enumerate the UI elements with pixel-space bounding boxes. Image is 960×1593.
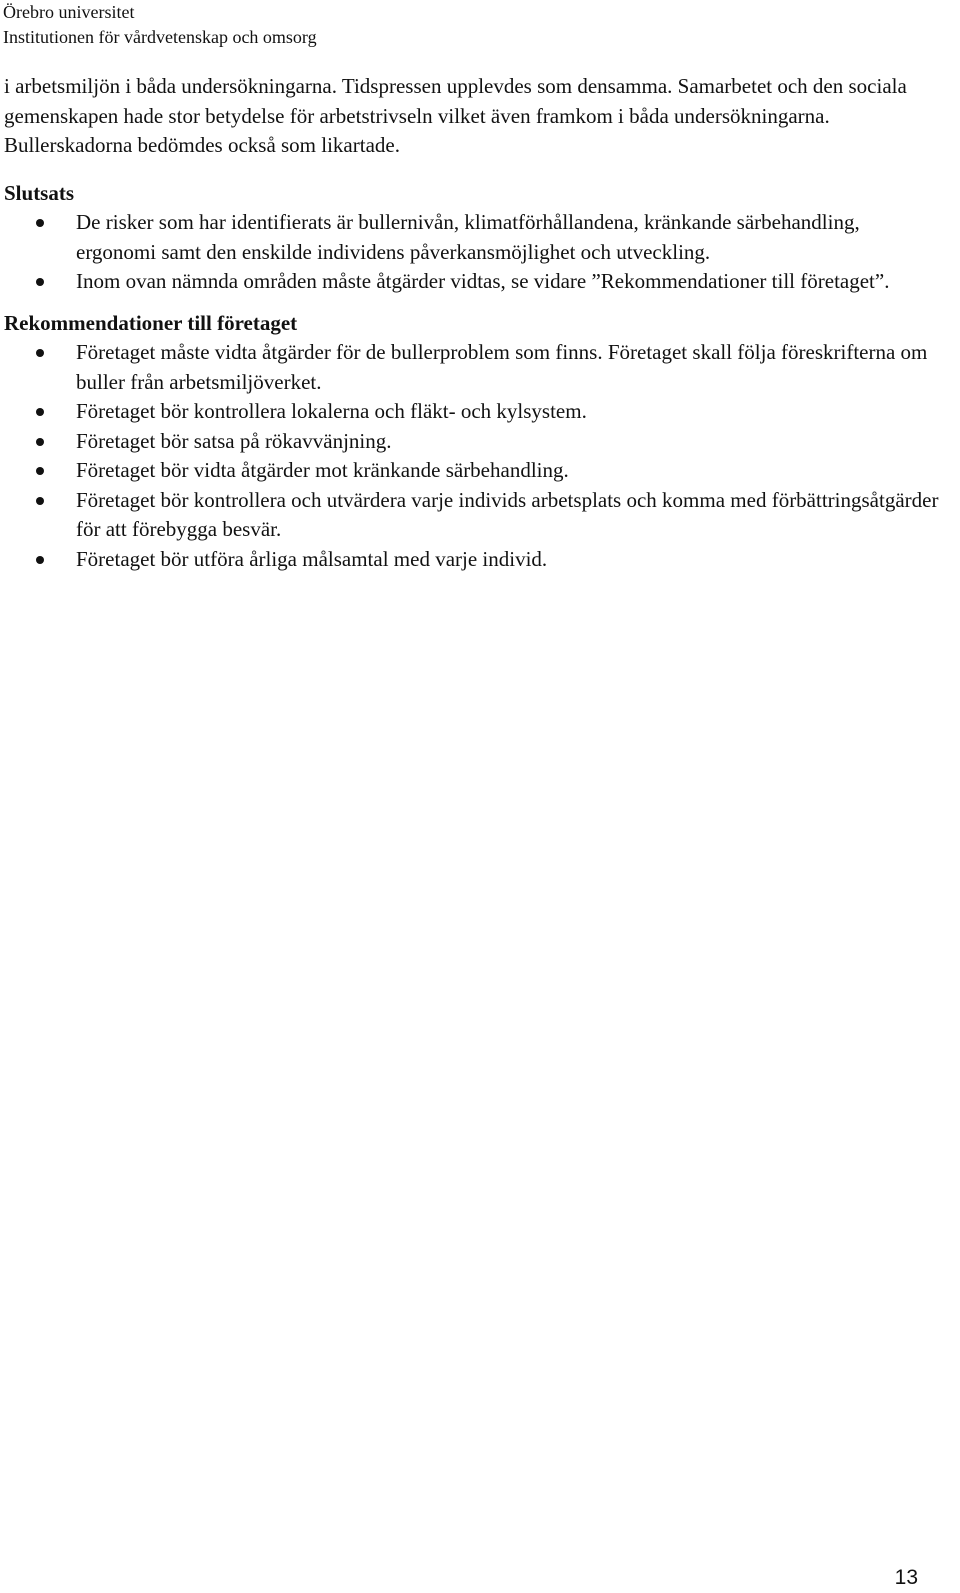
page-header xyxy=(3,0,317,50)
document-body xyxy=(4,72,944,574)
bullet-icon xyxy=(36,278,44,286)
bullet-icon xyxy=(36,349,44,357)
list-item-text: Inom ovan nämnda områden måste åtgärder vidtas, se vidare ”Rekommendationer till företaget”. xyxy=(76,269,890,293)
list-item-text: Företaget bör utföra årliga målsamtal med varje individ. xyxy=(76,546,548,571)
bullet-icon xyxy=(36,438,44,446)
list-item xyxy=(4,456,944,486)
bullet-icon xyxy=(36,497,44,505)
list-item xyxy=(4,338,944,397)
list-item xyxy=(4,397,944,427)
list-item xyxy=(4,545,944,575)
list-item-text: Företaget bör satsa på rökavvänjning. xyxy=(76,428,392,453)
list-item xyxy=(4,208,944,267)
list-item-text: De risker som har identifierats är bullernivån, klimatförhållandena, kränkande särbehandling, ergonomi samt den enskilde individens påverkansmöjlighet och utveckling. xyxy=(76,210,860,264)
list-item-text: Företaget bör kontrollera och utvärdera varje individs arbetsplats och komma med förbättringsåtgärder för att förebygga besvär. xyxy=(76,487,939,541)
header-university: Örebro universitet xyxy=(3,2,135,22)
bullet-icon xyxy=(36,408,44,416)
list-item xyxy=(4,486,944,545)
rekommendationer-heading: Rekommendationer till företaget xyxy=(4,310,298,335)
list-item xyxy=(4,267,944,297)
bullet-icon xyxy=(36,467,44,475)
header-department: Institutionen för vårdvetenskap och omsorg xyxy=(3,27,317,47)
slutsats-heading: Slutsats xyxy=(4,180,75,205)
intro-paragraph: i arbetsmiljön i båda undersökningarna. Tidspressen upplevdes som densamma. Samarbetet och den sociala gemenskapen hade stor betydelse för arbetstrivseln vilket även framkom i båda undersökningarna. Bullerskadorna bedömdes också som likartade. xyxy=(4,74,907,157)
list-item xyxy=(4,427,944,457)
rekommendationer-list xyxy=(4,338,944,574)
page-number: 13 xyxy=(894,1566,918,1589)
bullet-icon xyxy=(36,219,44,227)
list-item-text: Företaget måste vidta åtgärder för de bullerproblem som finns. Företaget skall följa föreskrifterna om buller från arbetsmiljöverket. xyxy=(76,340,928,394)
list-item-text: Företaget bör vidta åtgärder mot kränkande särbehandling. xyxy=(76,458,569,482)
bullet-icon xyxy=(36,556,44,564)
slutsats-list xyxy=(4,208,944,297)
list-item-text: Företaget bör kontrollera lokalerna och fläkt- och kylsystem. xyxy=(76,399,587,423)
